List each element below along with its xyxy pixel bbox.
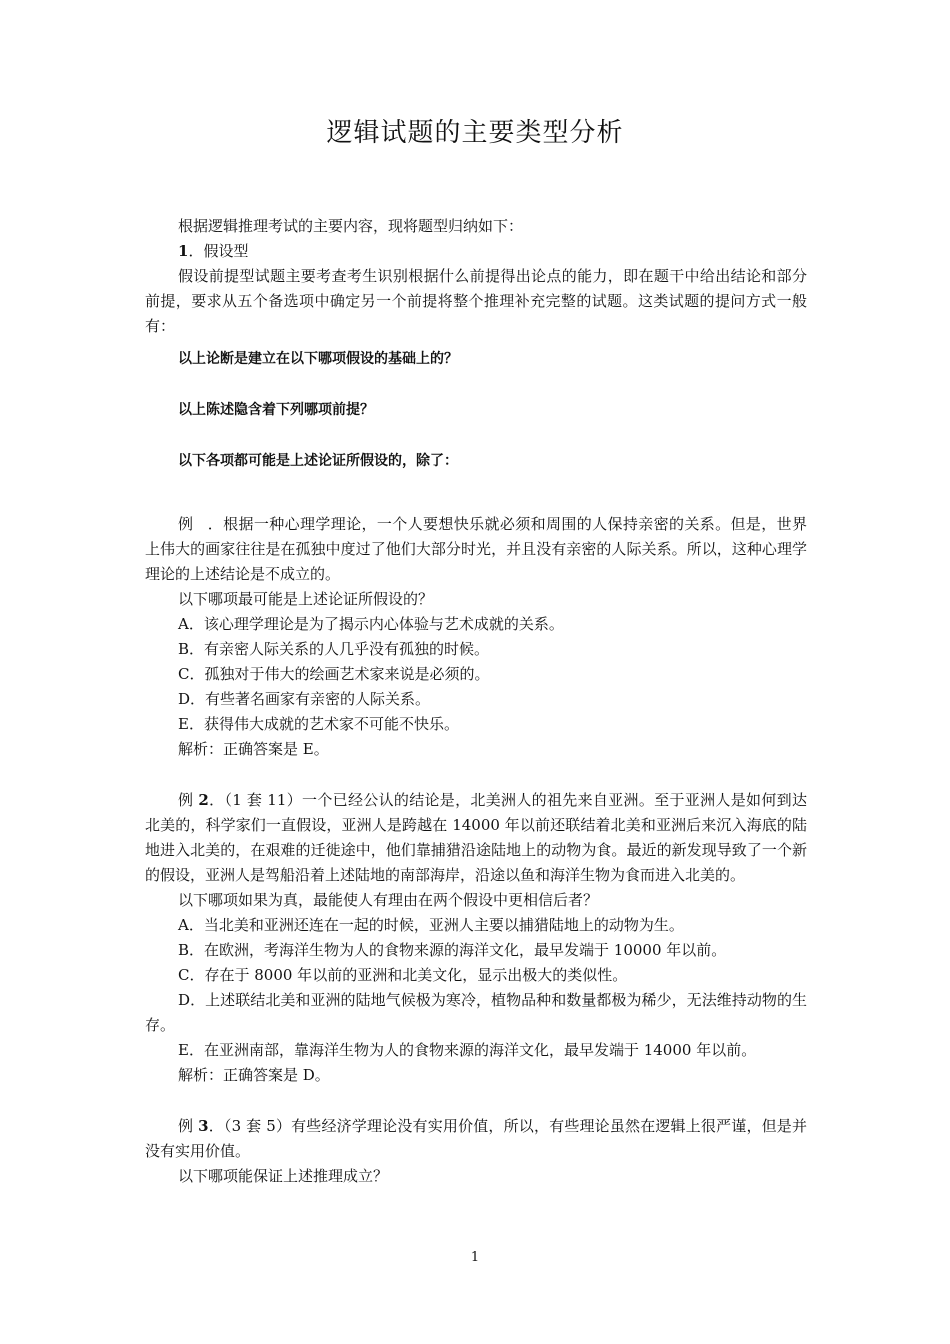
question-prompt-1: 以上论断是建立在以下哪项假设的基础上的？: [178, 351, 458, 367]
intro-paragraph: 根据逻辑推理考试的主要内容，现将题型归纳如下：: [178, 217, 524, 235]
example-1-option-d: D．有些著名画家有亲密的人际关系。: [178, 690, 431, 708]
example-2-option-a: A．当北美和亚洲还连在一起的时候，亚洲人主要以捕猎陆地上的动物为生。: [178, 916, 684, 934]
example-1-option-e: E．获得伟大成就的艺术家不可能不快乐。: [178, 715, 459, 733]
example-number: 2: [198, 791, 209, 809]
example-1-answer: 解析：正确答案是 E。: [178, 740, 329, 758]
example-3-question: 以下哪项能保证上述推理成立？: [178, 1167, 389, 1185]
section-heading: [145, 239, 807, 264]
example-1-text: [145, 512, 807, 587]
example-number: 3: [198, 1117, 209, 1135]
spacer: [145, 474, 807, 504]
section-number: 1: [178, 242, 189, 260]
document-body: [145, 214, 807, 1189]
example-1-body: ．根据一种心理学理论，一个人要想快乐就必须和周围的人保持亲密的关系。但是，世界上伟大的画家往往是在孤独中度过了他们大部分时光，并且没有亲密的人际关系。所以，这种心理学理论的上述结论是不成立的。: [145, 515, 807, 583]
example-2-option-e: E．在亚洲南部，靠海洋生物为人的食物来源的海洋文化，最早发端于 14000 年以前。: [178, 1041, 757, 1059]
example-label: 例: [178, 515, 194, 533]
example-label: 例: [178, 1117, 194, 1135]
example-2-question: 以下哪项如果为真，最能使人有理由在两个假设中更相信后者？: [178, 891, 599, 909]
section-description: 假设前提型试题主要考查考生识别根据什么前提得出论点的能力，即在题干中给出结论和部分前提，要求从五个备选项中确定另一个前提将整个推理补充完整的试题。这类试题的提问方式一般有：: [145, 267, 807, 335]
example-2-text: [145, 788, 807, 888]
example-1-option-b: B．有亲密人际关系的人几乎没有孤独的时候。: [178, 640, 490, 658]
example-2-option-d: D．上述联结北美和亚洲的陆地气候极为寒冷，植物品种和数量都极为稀少，无法维持动物的生存。: [145, 991, 807, 1034]
spacer: [145, 1088, 807, 1114]
example-1-option-c: C．孤独对于伟大的绘画艺术家来说是必须的。: [178, 665, 490, 683]
example-1-question: 以下哪项最可能是上述论证所假设的？: [178, 590, 434, 608]
spacer: [145, 423, 807, 449]
section-heading-text: ．假设型: [188, 242, 249, 260]
example-3-body: ．（3 套 5）有些经济学理论没有实用价值，所以，有些理论虽然在逻辑上很严谨，但是并没有实用价值。: [145, 1117, 807, 1160]
example-2-option-b: B．在欧洲，考海洋生物为人的食物来源的海洋文化，最早发端于 10000 年以前。: [178, 941, 727, 959]
question-prompt-2: 以上陈述隐含着下列哪项前提？: [178, 402, 374, 418]
example-1-option-a: A．该心理学理论是为了揭示内心体验与艺术成就的关系。: [178, 615, 564, 633]
example-3-text: [145, 1114, 807, 1164]
spacer: [145, 339, 807, 347]
spacer: [145, 372, 807, 398]
spacer: [145, 762, 807, 788]
example-label: 例: [178, 791, 194, 809]
example-2-answer: 解析：正确答案是 D。: [178, 1066, 330, 1084]
document-title: 逻辑试题的主要类型分析: [326, 118, 624, 148]
example-2-option-c: C．存在于 8000 年以前的亚洲和北美文化，显示出极大的类似性。: [178, 966, 628, 984]
question-prompt-3: 以下各项都可能是上述论证所假设的，除了：: [178, 453, 458, 469]
page-number: 1: [470, 1250, 480, 1265]
spacer: [145, 504, 807, 512]
example-2-body: ．（1 套 11）一个已经公认的结论是，北美洲人的祖先来自亚洲。至于亚洲人是如何到达北美的，科学家们一直假设，亚洲人是跨越在 14000 年以前还联结着北美和亚洲后来沉入海底的陆地进入北美的，在艰难的迁徙途中，他们靠捕猎沿途陆地上的动物为食。最近的新发现导致了一个新的假设，亚洲人是驾船沿着上述陆地的南部海岸，沿途以鱼和海洋生物为食而进入北美的。: [145, 791, 807, 884]
